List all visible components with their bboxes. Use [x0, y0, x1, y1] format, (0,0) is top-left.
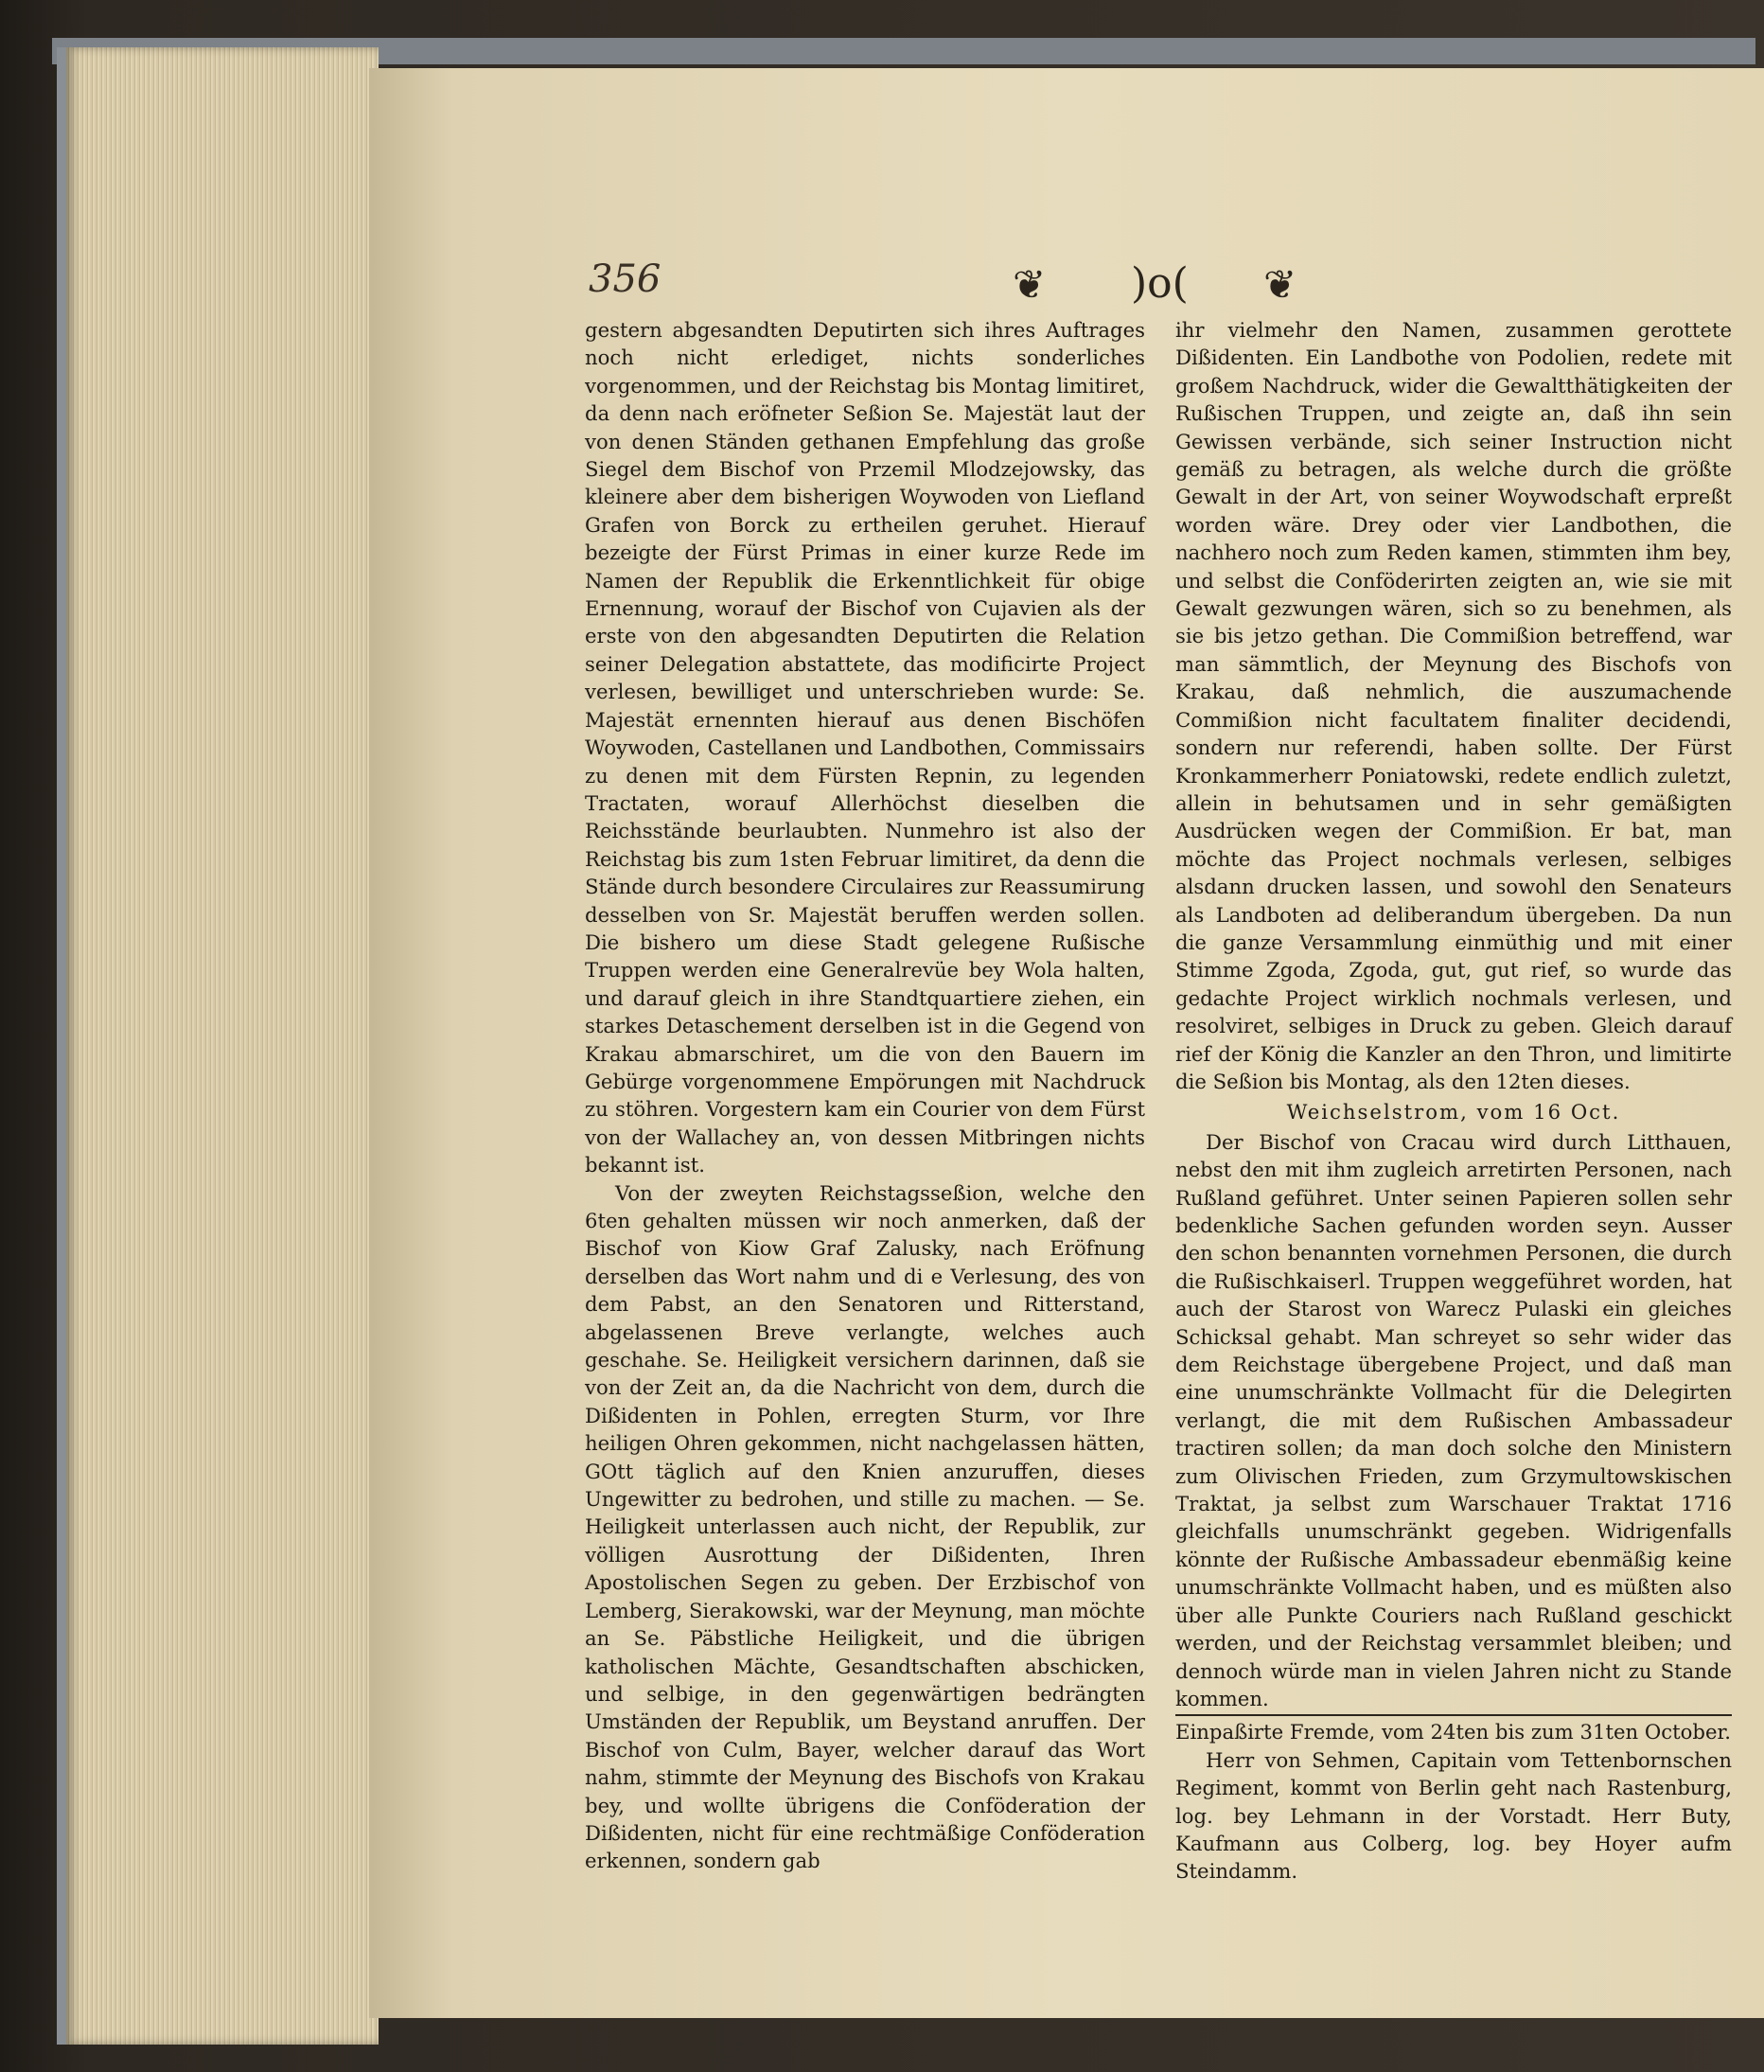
page-header [369, 257, 1764, 314]
page-number: 356 [589, 257, 662, 301]
arrivals-heading: Einpaßirte Fremde, vom 24ten bis zum 31ten October. [1175, 1720, 1732, 1744]
right-column [1175, 316, 1732, 1886]
paragraph: gestern abgesandten Deputirten sich ihres Auftrages noch nicht erlediget, nichts sonderliches vorgenommen, und der Reichstag bis Montag limitiret, da denn nach eröfneter Seßion Se. Majestät laut der von denen Ständen gethanen Empfehlung das große Siegel dem Bischof von Przemil Mlodzejowsky, das kleinere aber dem bisherigen Woywoden von Liefland Grafen von Borck zu ertheilen geruhet. Hierauf bezeigte der Fürst Primas in einer kurze Rede im Namen der Republik die Erkenntlichkeit für obige Ernennung, worauf der Bischof von Cujavien als der erste von den abgesandten Deputirten die Relation seiner Delegation abstattete, das modificirte Project verlesen, bewilliget und unterschrieben wurde: Se. Majestät ernennten hierauf aus denen Bischöfen Woywoden, Castellanen und Landbothen, Commissairs zu denen mit dem Fürsten Repnin, zu legenden Tractaten, worauf Allerhöchst dieselben die Reichsstände beurlaubten. Nunmehro ist also der Reichstag bis zum 1sten Februar limitiret, da denn die Stände durch besondere Circulaires zur Reassumirung desselben von Sr. Majestät beruffen werden sollen. Die bishero um diese Stadt gelegene Rußische Truppen werden eine Generalrevüe bey Wola halten, und darauf gleich in ihre Standtquartiere ziehen, ein starkes Detaschement derselben ist in die Gegend von Krakau abmarschiret, um die von den Bauern im Gebürge vorgenommene Empörungen mit Nachdruck zu stöhren. Vorgestern kam ein Courier von dem Fürst von der Wallachey an, von dessen Mitbringen nichts bekannt ist. [585, 318, 1145, 1178]
arrivals-text: Herr von Sehmen, Capitain vom Tettenbornschen Regiment, kommt von Berlin geht nach Rastenburg, log. bey Lehmann in der Vorstadt. Herr Buty, Kaufmann aus Colberg, log. bey Hoyer aufm Steindamm. [1175, 1747, 1732, 1884]
paragraph: ihr vielmehr den Namen, zusammen gerottete Dißidenten. Ein Landbothe von Podolien, redete mit großem Nachdruck, wider die Gewaltthätigkeiten der Rußischen Truppen, und zeigte an, daß ihn sein Gewissen verbände, sich seiner Instruction nicht gemäß zu betragen, als welche durch die größte Gewalt in der Art, von seiner Woywodschaft erpreßt worden wäre. Drey oder vier Landbothen, die nachhero noch zum Reden kamen, stimmten ihm bey, und selbst die Conföderirten zeigten an, wie sie mit Gewalt gezwungen wären, sich so zu benehmen, als sie bis jetzo gethan. Die Commißion betreffend, war man sämmtlich, der Meynung des Bischofs von Krakau, daß nehmlich, die auszumachende Commißion nicht facultatem finaliter decidendi, sondern nur referendi, haben sollte. Der Fürst Kronkammerherr Poniatowski, redete endlich zuletzt, allein in behutsamen und in sehr gemäßigten Ausdrücken wegen der Commißion. Er bat, man möchte das Project nochmals verlesen, selbiges alsdann drucken lassen, und sowohl den Senateurs als Landboten ad deliberandum übergeben. Da nun die ganze Versammlung einmüthig und mit einer Stimme Zgoda, Zgoda, gut, gut rief, so wurde das gedachte Project wirklich nochmals verlesen, und resolviret, selbiges in Druck zu geben. Gleich darauf rief der König die Kanzler an den Thron, und limitirte die Seßion bis Montag, als den 12ten dieses. [1175, 318, 1732, 1093]
book-page-edges [57, 47, 379, 2045]
shell-ornament-icon: ❦ [1013, 261, 1047, 308]
dateline: Weichselstrom, vom 16 Oct. [1286, 1100, 1621, 1125]
paragraph: Von der zweyten Reichstagsseßion, welche den 6ten gehalten müssen wir noch anmerken, daß der Bischof von Kiow Graf Zalusky, nach Eröfnung derselben das Wort nahm und di e Verlesung, des von dem Pabst, an den Senatoren und Ritterstand, abgelassenen Breve verlangte, welches auch geschahe. Se. Heiligkeit versichern darinnen, daß sie von der Zeit an, da die Nachricht von dem, durch die Dißidenten in Pohlen, erregten Sturm, vor Ihre heiligen Ohren gekommen, nicht nachgelassen hätten, GOtt täglich auf den Knien anzuruffen, dieses Ungewitter zu bedrohen, und stille zu machen. — Se. Heiligkeit unterlassen auch nicht, der Republik, zur völligen Ausrottung der Dißidenten, Ihren Apostolischen Segen zu geben. Der Erzbischof von Lemberg, Sierakowski, war der Meynung, man möchte an Se. Päbstliche Heiligkeit, und die übrigen katholischen Mächte, Gesandtschaften abschicken, und selbige, in den gegenwärtigen bedrängten Umständen der Republik, um Beystand anruffen. Der Bischof von Culm, Bayer, welcher darauf das Wort nahm, stimmte der Meynung des Bischofs von Krakau bey, und wollte übrigens die Conföderation der Dißidenten, nicht für eine rechtmäßige Conföderation erkennen, sondern gab [585, 1180, 1145, 1873]
left-column [585, 316, 1145, 1875]
paragraph: Der Bischof von Cracau wird durch Litthauen, nebst den mit ihm zugleich arretirten Personen, nach Rußland geführet. Unter seinen Papieren sollen sehr bedenkliche Sachen gefunden worden seyn. Ausser den schon benannten vornehmen Personen, die durch die Rußischkaiserl. Truppen weggeführet worden, hat auch der Starost von Warecz Pulaski ein gleiches Schicksal gehabt. Man schreyet so sehr wider das dem Reichstage übergebene Project, und daß man eine unumschränkte Vollmacht für die Delegirten verlangt, die mit dem Rußischen Ambassadeur tractiren sollen; da man doch solche den Ministern zum Olivischen Frieden, zum Grzymultowskischen Traktat, ja selbst zum Warschauer Traktat 1716 gleichfalls unumschränkt gegeben. Widrigenfalls könnte der Rußische Ambassadeur ebenmäßig keine unumschränkte Vollmacht haben, und es müßten also über alle Punkte Couriers nach Rußland geschickt werden, und der Reichstag versammlet bleiben; und dennoch würde man in vielen Jahren nicht zu Stande kommen. [1175, 1129, 1732, 1710]
divider-rule [1175, 1714, 1732, 1716]
shell-ornament-icon: ❦ [1263, 261, 1297, 308]
book-page [369, 68, 1764, 2018]
header-divider: )o( [1131, 259, 1189, 308]
